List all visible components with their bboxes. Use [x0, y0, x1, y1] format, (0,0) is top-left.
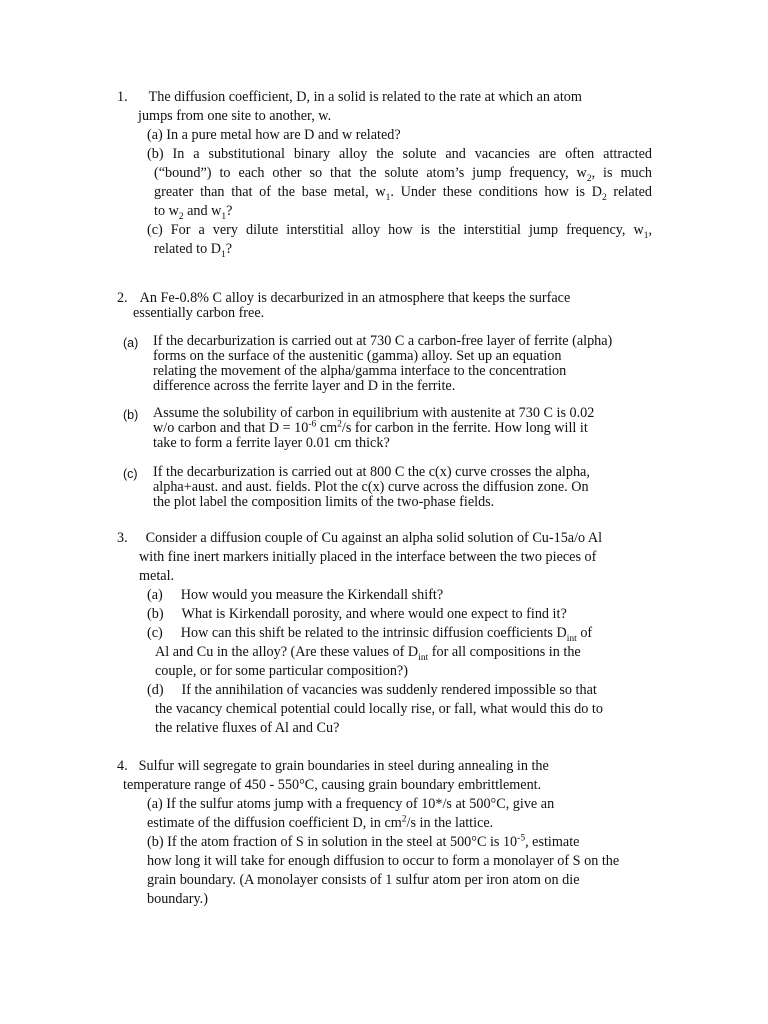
question-3-number: 3. — [117, 530, 128, 546]
question-2c: If the decarburization is carried out at 800 C the c(x) curve crosses the alpha, alpha+aust. and aust. fields. Plot the c(x) curve across the diffusion zone. On the plot label the composition limits of the two-phase fields. — [153, 464, 590, 510]
question-1 — [117, 88, 657, 126]
question-4: 4. Sulfur will segregate to grain boundaries in steel during annealing in the temperature range of 450 - 550°C, causing grain boundary embrittlement. — [117, 757, 657, 795]
question-4-parts — [147, 795, 657, 909]
question-4-line-1: 4. Sulfur will segregate to grain boundaries in steel during annealing in the — [117, 758, 549, 774]
question-2-line-2: essentially carbon free. — [133, 305, 265, 321]
question-1c-line-2: related to $D_1$? — [154, 241, 233, 260]
question-3-line-1: 3. Consider a diffusion couple of Cu against an alpha solid solution of Cu-15a/o Al — [117, 530, 603, 546]
question-3c-line-1: (c) How can this shift be related to the intrinsic diffusion coefficients $D_{int}$ of — [147, 625, 593, 644]
question-2-line-1: 2. An Fe-0.8% C alloy is decarburized in an atmosphere that keeps the surface — [117, 290, 571, 306]
question-3c-line-2: Al and Cu in the alloy? (Are these values of $D_{int}$ for all compositions in the — [155, 644, 581, 663]
question-2-number: 2. — [117, 290, 128, 306]
question-2c-label: (c) — [123, 467, 138, 481]
question-3b: (b) What is Kirkendall porosity, and where would one expect to find it? — [147, 606, 567, 622]
question-3d-line-2: the vacancy chemical potential could locally rise, or fall, what would this do to — [155, 701, 603, 717]
question-1-line-1: 1. The diffusion coefficient, D, in a solid is related to the rate at which an atom — [117, 89, 582, 105]
question-4b-line-3: grain boundary. (A monolayer consists of 1 sulfur atom per iron atom on die — [147, 872, 580, 888]
question-3-parts — [147, 586, 652, 738]
question-1a: (a) In a pure metal how are D and w related? — [147, 127, 401, 143]
question-1-number: 1. — [117, 89, 128, 105]
question-2a: If the decarburization is carried out at 730 C a carbon-free layer of ferrite (alpha) forms on the surface of the austenitic (gamma) alloy. Set up an equation relating the movement of the alpha/gamma interface to the concentration difference across the ferrite layer and D in the ferrite. — [153, 333, 613, 394]
question-1-parts — [147, 126, 652, 259]
question-2b: Assume the solubility of carbon in equilibrium with austenite at 730 C is 0.02 w/o carbon and that $D = 10^{-6}$ $cm^2/s$ for carbon in the ferrite. How long will it take to form a ferrite layer 0.01 cm thick? — [153, 405, 595, 451]
question-3d-line-1: (d) If the annihilation of vacancies was suddenly rendered impossible so that — [147, 682, 597, 698]
question-3a: (a) How would you measure the Kirkendall shift? — [147, 587, 444, 603]
question-1-line-2: jumps from one site to another, w. — [138, 108, 332, 124]
question-1b-line-2: (“bound”) to each other so that the solute atom’s jump frequency, $w_2$, is much — [154, 165, 652, 184]
question-2b-label: (b) — [123, 408, 139, 422]
question-1b-line-1: (b) In a substitutional binary alloy the solute and vacancies are often attracted — [147, 146, 652, 162]
question-3d-line-3: the relative fluxes of Al and Cu? — [155, 720, 340, 736]
question-4b-line-4: boundary.) — [147, 891, 208, 907]
question-4a-line-1: (a) If the sulfur atoms jump with a frequency of 10*/s at 500°C, give an — [147, 796, 555, 812]
question-4-number: 4. — [117, 758, 128, 774]
question-4a-line-2: estimate of the diffusion coefficient D, in $cm^2/s$ in the lattice. — [147, 814, 494, 831]
question-1b-line-3: greater than that of the base metal, $w_1$. Under these conditions how is $D_2$ related — [154, 184, 653, 203]
question-2a-label: (a) — [123, 336, 139, 350]
question-4b-line-1: (b) If the atom fraction of S in solution in the steel at 500°C is $10^{-5}$, estimate — [147, 833, 580, 850]
question-2 — [117, 291, 647, 321]
question-1c-line-1: (c) For a very dilute interstitial alloy how is the interstitial jump frequency, $w_1$, — [147, 222, 652, 241]
question-3c-line-3: couple, or for some particular composition?) — [155, 663, 408, 679]
question-1b-line-4: to $w_2$ and $w_1$? — [154, 203, 233, 222]
question-4b-line-2: how long it will take for enough diffusion to occur to form a monolayer of S on the — [147, 853, 620, 869]
question-3: 3. Consider a diffusion couple of Cu against an alpha solid solution of Cu-15a/o Al with fine inert markers initially placed in the interface between the two pieces of metal. — [117, 529, 657, 586]
